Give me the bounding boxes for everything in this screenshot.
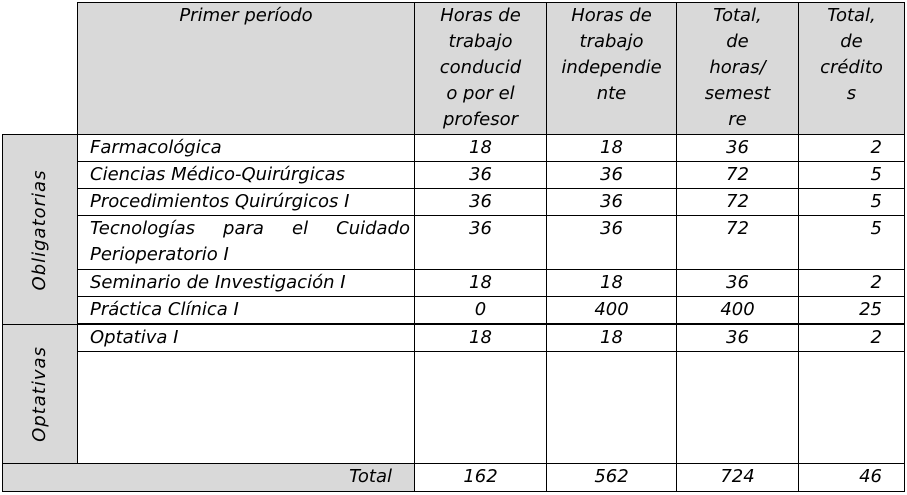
- conducted-hours-cell: 0: [415, 297, 547, 324]
- table-row: [3, 135, 905, 162]
- empty-cell: [677, 352, 799, 464]
- subject-cell: Optativa I: [78, 325, 415, 352]
- subject-cell: Farmacológica: [78, 135, 415, 162]
- subject-cell: Práctica Clínica I: [78, 297, 415, 324]
- empty-cell: [547, 352, 677, 464]
- total-hours-cell: 72: [677, 216, 799, 270]
- empty-cell: [799, 352, 905, 464]
- total-credits: 46: [799, 464, 905, 492]
- group-label-optional: [3, 325, 78, 464]
- total-hours-cell: 72: [677, 189, 799, 216]
- conducted-hours-cell: 36: [415, 162, 547, 189]
- subject-cell: Seminario de Investigación I: [78, 270, 415, 297]
- header-independent-hours: Horas de trabajo independie nte: [547, 3, 677, 135]
- group-label-mandatory: [3, 135, 78, 325]
- credits-cell: 5: [799, 162, 905, 189]
- independent-hours-cell: 36: [547, 189, 677, 216]
- header-row: [3, 3, 905, 135]
- header-conducted-hours: Horas de trabajo conducid o por el profesor: [415, 3, 547, 135]
- credits-cell: 2: [799, 325, 905, 352]
- credits-cell: 25: [799, 297, 905, 324]
- subject-cell: Procedimientos Quirúrgicos I: [78, 189, 415, 216]
- table-row: [3, 270, 905, 297]
- empty-subject-cell: [78, 352, 415, 464]
- table-row: [3, 162, 905, 189]
- subject-cell: Tecnologías para el Cuidado Perioperatorio I: [78, 216, 415, 270]
- header-period: Primer período: [78, 3, 415, 135]
- subject-cell: Ciencias Médico-Quirúrgicas: [78, 162, 415, 189]
- independent-hours-cell: 18: [547, 270, 677, 297]
- credits-cell: 5: [799, 216, 905, 270]
- total-label: Total: [3, 464, 415, 492]
- table-row: [3, 297, 905, 324]
- group-label-optional-text: Optativas: [29, 346, 50, 442]
- table-row: [3, 189, 905, 216]
- independent-hours-cell: 36: [547, 216, 677, 270]
- total-hours-cell: 72: [677, 162, 799, 189]
- total-hours-cell: 36: [677, 135, 799, 162]
- independent-hours-cell: 18: [547, 325, 677, 352]
- total-hours-cell: 36: [677, 270, 799, 297]
- table-row: [3, 325, 905, 352]
- independent-hours-cell: 36: [547, 162, 677, 189]
- empty-row: [3, 352, 905, 464]
- total-independent-hours: 562: [547, 464, 677, 492]
- independent-hours-cell: 18: [547, 135, 677, 162]
- credits-cell: 5: [799, 189, 905, 216]
- conducted-hours-cell: 36: [415, 189, 547, 216]
- credits-cell: 2: [799, 270, 905, 297]
- conducted-hours-cell: 18: [415, 325, 547, 352]
- total-conducted-hours: 162: [415, 464, 547, 492]
- total-hours-cell: 36: [677, 325, 799, 352]
- empty-cell: [415, 352, 547, 464]
- conducted-hours-cell: 18: [415, 270, 547, 297]
- total-hours: 724: [677, 464, 799, 492]
- conducted-hours-cell: 18: [415, 135, 547, 162]
- independent-hours-cell: 400: [547, 297, 677, 324]
- header-total-hours: Total, de horas/ semest re: [677, 3, 799, 135]
- total-hours-cell: 400: [677, 297, 799, 324]
- credits-cell: 2: [799, 135, 905, 162]
- group-label-mandatory-text: Obligatorias: [29, 169, 50, 290]
- corner-blank-cell: [3, 3, 78, 135]
- conducted-hours-cell: 36: [415, 216, 547, 270]
- header-total-credits: Total, de crédito s: [799, 3, 905, 135]
- table-row: [3, 216, 905, 270]
- total-row: [3, 464, 905, 492]
- curriculum-table: [2, 2, 905, 492]
